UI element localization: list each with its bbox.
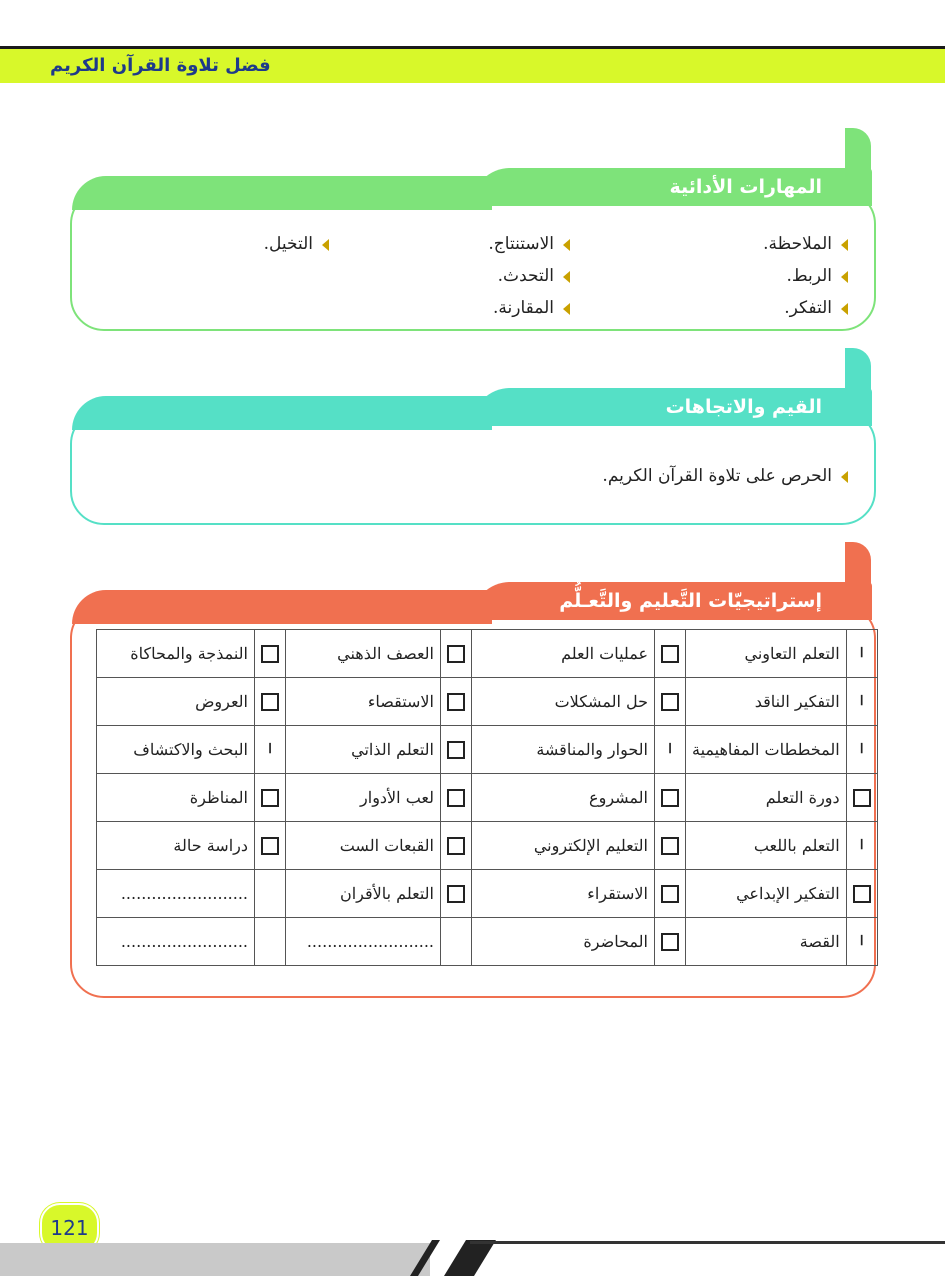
strategy-checkbox[interactable] <box>655 678 686 726</box>
strategy-checkbox[interactable] <box>255 774 286 822</box>
checkbox-icon[interactable] <box>661 885 679 903</box>
strategy-label: العصف الذهني <box>286 630 441 678</box>
empty-marker <box>255 918 286 966</box>
strategy-label: التفكير الناقد <box>686 678 847 726</box>
page-number: 121 <box>40 1203 99 1253</box>
bullet-icon <box>841 239 848 251</box>
values-header-tail <box>845 348 871 408</box>
table-row <box>97 822 878 870</box>
strategy-label: عمليات العلم <box>472 630 655 678</box>
strategy-checkbox[interactable] <box>846 870 877 918</box>
table-row <box>97 774 878 822</box>
table-row <box>97 918 878 966</box>
table-row <box>97 726 878 774</box>
strategy-label: حل المشكلات <box>472 678 655 726</box>
bullet-icon <box>841 271 848 283</box>
table-row <box>97 630 878 678</box>
skill-item: الربط. <box>786 266 848 286</box>
strategy-checkbox[interactable] <box>255 822 286 870</box>
footer-band <box>0 1243 430 1276</box>
strategy-checkbox[interactable] <box>255 630 286 678</box>
checkbox-icon[interactable] <box>853 885 871 903</box>
strategy-checkbox[interactable] <box>441 726 472 774</box>
strategies-header <box>472 582 872 620</box>
bullet-icon <box>841 303 848 315</box>
strategy-label: التعليم الإلكتروني <box>472 822 655 870</box>
strategy-label: الاستقصاء <box>286 678 441 726</box>
skill-item: التخيل. <box>264 234 329 254</box>
strategy-checkbox[interactable] <box>255 678 286 726</box>
bullet-icon <box>563 271 570 283</box>
footer-stripes <box>400 1240 500 1276</box>
strategy-label: ......................... <box>97 918 255 966</box>
strategy-label: التعلم التعاوني <box>686 630 847 678</box>
footer-rule <box>470 1241 945 1244</box>
table-row <box>97 678 878 726</box>
table-row <box>97 870 878 918</box>
checkbox-icon[interactable] <box>661 693 679 711</box>
strategy-marker: ا <box>846 630 877 678</box>
strategy-checkbox[interactable] <box>441 630 472 678</box>
checkbox-icon[interactable] <box>661 837 679 855</box>
strategy-checkbox[interactable] <box>441 870 472 918</box>
checkbox-icon[interactable] <box>661 789 679 807</box>
strategy-label: المناظرة <box>97 774 255 822</box>
strategy-label: الاستقراء <box>472 870 655 918</box>
strategy-marker: ا <box>846 918 877 966</box>
checkbox-icon[interactable] <box>261 645 279 663</box>
skill-item: التفكر. <box>784 298 848 318</box>
strategy-label: المخططات المفاهيمية <box>686 726 847 774</box>
strategy-label: دورة التعلم <box>686 774 847 822</box>
strategy-checkbox[interactable] <box>655 774 686 822</box>
strategy-label: النمذجة والمحاكاة <box>97 630 255 678</box>
strategy-label: لعب الأدوار <box>286 774 441 822</box>
checkbox-icon[interactable] <box>447 837 465 855</box>
strategy-label: القصة <box>686 918 847 966</box>
checkbox-icon[interactable] <box>261 693 279 711</box>
strategy-label: الحوار والمناقشة <box>472 726 655 774</box>
checkbox-icon[interactable] <box>447 885 465 903</box>
strategy-label: التعلم باللعب <box>686 822 847 870</box>
bullet-icon <box>563 239 570 251</box>
strategy-label: التفكير الإبداعي <box>686 870 847 918</box>
empty-marker <box>441 918 472 966</box>
checkbox-icon[interactable] <box>261 837 279 855</box>
strategy-label: ......................... <box>97 870 255 918</box>
checkbox-icon[interactable] <box>447 693 465 711</box>
strategy-label: البحث والاكتشاف <box>97 726 255 774</box>
values-header <box>472 388 872 426</box>
strategy-checkbox[interactable] <box>655 822 686 870</box>
strategy-checkbox[interactable] <box>441 774 472 822</box>
empty-marker <box>255 870 286 918</box>
skill-item: الاستنتاج. <box>488 234 570 254</box>
strategy-label: القبعات الست <box>286 822 441 870</box>
strategy-marker: ا <box>255 726 286 774</box>
checkbox-icon[interactable] <box>853 789 871 807</box>
strategy-label: المحاضرة <box>472 918 655 966</box>
checkbox-icon[interactable] <box>447 645 465 663</box>
strategy-marker: ا <box>846 678 877 726</box>
checkbox-icon[interactable] <box>447 789 465 807</box>
checkbox-icon[interactable] <box>447 741 465 759</box>
values-header-back <box>72 396 492 430</box>
skill-item: المقارنة. <box>493 298 570 318</box>
strategies-title: إستراتيجيّات التَّعليم والتَّعـلُّم <box>559 590 822 612</box>
strategy-checkbox[interactable] <box>655 630 686 678</box>
strategy-checkbox[interactable] <box>655 918 686 966</box>
header-bar <box>0 49 945 83</box>
strategy-marker: ا <box>846 726 877 774</box>
skills-header-back <box>72 176 492 210</box>
value-item: الحرص على تلاوة القرآن الكريم. <box>602 466 848 486</box>
skills-header-tail <box>845 128 871 188</box>
strategy-marker: ا <box>846 822 877 870</box>
strategy-label: العروض <box>97 678 255 726</box>
skills-header <box>472 168 872 206</box>
bullet-icon <box>841 471 848 483</box>
skill-item: الملاحظة. <box>763 234 848 254</box>
lesson-title: فضل تلاوة القرآن الكريم <box>50 55 271 76</box>
strategy-label: المشروع <box>472 774 655 822</box>
strategy-label: ......................... <box>286 918 441 966</box>
checkbox-icon[interactable] <box>661 933 679 951</box>
strategy-label: التعلم بالأقران <box>286 870 441 918</box>
strategy-checkbox[interactable] <box>441 822 472 870</box>
strategies-header-tail <box>845 542 871 602</box>
strategies-header-back <box>72 590 492 624</box>
checkbox-icon[interactable] <box>261 789 279 807</box>
bullet-icon <box>322 239 329 251</box>
strategy-checkbox[interactable] <box>655 870 686 918</box>
strategy-checkbox[interactable] <box>846 774 877 822</box>
strategy-checkbox[interactable] <box>441 678 472 726</box>
skills-box <box>70 190 876 331</box>
strategy-label: التعلم الذاتي <box>286 726 441 774</box>
strategy-label: دراسة حالة <box>97 822 255 870</box>
strategies-table <box>96 629 878 966</box>
skill-item: التحدث. <box>498 266 570 286</box>
skills-title: المهارات الأدائية <box>669 176 822 198</box>
checkbox-icon[interactable] <box>661 645 679 663</box>
strategy-marker: ا <box>655 726 686 774</box>
bullet-icon <box>563 303 570 315</box>
values-title: القيم والاتجاهات <box>665 396 822 418</box>
